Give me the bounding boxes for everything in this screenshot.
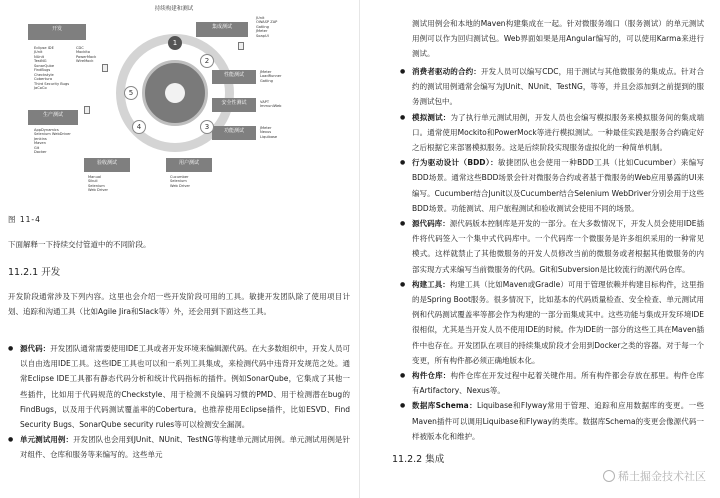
bullet-term: 构件仓库： (412, 371, 451, 381)
tools-integrate (256, 16, 277, 38)
tool-label: Checkstyle (34, 72, 54, 77)
bullet-text: 源代码版本控制库是开发的一部分。在大多数情况下，开发人员会使用IDE插件将代码签入一个集中式代码库中。一个代码库一个微服务是许多组织采用的一种常见模式。这样就禁止了其他微服务的开发人员修改当前的微服务或者根据其他微服务的内部实现方式来编写当前微服务的代码。Git和Subversion是比较流行的源代码仓库。 (412, 219, 705, 274)
stage-prod: 生产测试 (28, 110, 78, 125)
tool-label: LoadRunner (260, 74, 282, 79)
tool-label: CDC (76, 46, 84, 50)
tool-label: AppDynamics (34, 128, 59, 132)
tool-label: Selenium (88, 183, 105, 188)
bullet-item (400, 155, 704, 216)
bullet-text: 开发人员可以编写CDC，用于测试与其他微服务的集成点。针对合约的测试用例通常会编写为JUnit、NUnit、TestNG，等等，并且会添加到之前提到的服务测试包中。 (412, 67, 704, 107)
right-bullet-list (400, 64, 704, 444)
bullet-term: 消费者驱动的合约： (412, 67, 481, 76)
tools-ui (170, 175, 190, 188)
tool-label: Cobertura (34, 77, 53, 82)
bullet-item (400, 216, 704, 277)
bullet-text: 开发团队也会用到JUnit、NUnit、TestNG等构建单元测试用例。单元测试用例是针对组件、仓库和服务等来编写的。这些单元 (20, 435, 351, 460)
tool-label: Sikuli (88, 179, 98, 184)
tool-label: OWASP ZAP (256, 20, 278, 25)
left-bullet-list (8, 341, 350, 463)
tool-label: ImmuniWeb (260, 104, 282, 109)
bullet-text: 为了执行单元测试用例，开发人员也会编写模拟服务来模拟服务间的集成端口。通常使用Mockito和PowerMock等进行模拟测试。一种最佳实践是服务合约确定好之后根据它来部署模拟服务。这是后续阶段实现服务虚拟化的一种简单机制。 (412, 112, 705, 153)
tool-label: Gatling (256, 24, 269, 29)
step-number-5: 5 (124, 86, 138, 100)
bullet-item (8, 432, 350, 462)
bullet-item (400, 64, 704, 110)
stage-acceptance: 验收测试 (84, 158, 130, 172)
tools-security (260, 100, 281, 109)
tool-label: Liquibase (260, 134, 278, 139)
bullet-term: 数据库Schema： (412, 401, 477, 411)
bullet-text: 敏捷团队也会使用一种BDD工具（比如Cucumber）来编写BDD场景。通常这些BDD场景会针对微服务合约或者基于微服务的Web应用暴露的UI来编写。Cucumber结合Junit以及Cucumber结合Selenium WebDriver分别会用于这些BDD场景。功能测试、用户旅程测试和验收测试会使用不同的场景。 (412, 158, 705, 213)
tool-label: Cucumber (170, 175, 189, 179)
bullet-term: 模拟测试： (412, 112, 451, 122)
stage-functional: 功能测试 (212, 126, 256, 140)
right-page (360, 0, 720, 498)
tool-label: SonarQube (34, 63, 55, 68)
tool-label: Jenkins (34, 136, 47, 141)
tool-label: Third Security Bugs (34, 81, 70, 86)
bullet-item (400, 368, 704, 398)
tool-label: Git (34, 145, 40, 150)
bullet-text: 开发团队通常需要使用IDE工具或者开发环境来编辑源代码。在大多数组织中，开发人员可以自由选用IDE工具。这些IDE工具也可以和一系列工具集成，来检测代码中违背开发规范之处。通常Eclipse IDE工具都有静态代码分析和统计代码指标的插件。例如SonarQube，它集成了其他一些插件，比如用于代码规范的Checkstyle、用于检测不良编码习惯的PMD、用于检测潜在bug的FindBugs，以及用于代码测试覆盖率的Cobertura。也推荐使用Eclipse插件，比如ESVD、Find Security Bugs、SonarQube security rules等可以检测安全漏洞。 (20, 344, 350, 430)
intro-text: 下面解释一下持续交付管道中的不同阶段。 (8, 240, 151, 249)
watermark-text: 稀土掘金技术社区 (618, 470, 706, 483)
tools-prod (34, 128, 71, 155)
tool-label: Selenium (170, 179, 187, 184)
tools-acceptance (88, 175, 108, 193)
tool-label: JUnit (256, 16, 265, 20)
section-heading-dev: 11.2.1 开发 (8, 267, 61, 278)
tool-label: Manual (88, 175, 102, 179)
tool-label: Eclipse IDE (34, 46, 54, 50)
tool-label: VAPT (260, 100, 270, 104)
dev-paragraph: 开发阶段通常涉及下列内容。这里也会介绍一些开发阶段可用的工具。敏捷开发团队除了使用项目计划、追踪和沟通工具（比如Agile Jira和Slack等）外，还会用到下面这些工具。 (8, 292, 350, 317)
tools-dev-right (76, 46, 96, 64)
bullet-text: 构建工具（比如Maven或Gradle）可用于管理依赖并构建目标构件，这里指的是Spring Boot服务。很多情况下，比如基本的代码质量检查、安全检查、单元测试用例和代码测试覆盖率等都会作为构建的一部分而集成其中。这些功能与集成开发环境IDE很相似，尤其是当开发人员不使用IDE的时候。作为IDE的一部分的这些工具在Maven插件中也存在。开发团队在项目的持续集成阶段才会用到Docker之类的容器。对于每一个变更，所有构件都必须正确地版本化。 (412, 279, 705, 365)
continued-paragraph: 测试用例会和本地的Maven构建集成在一起。针对微服务端口（服务测试）的单元测试用例可以作为回归测试包。Web界面如果是用Angular编写的，可以使用Karma来进行测试。 (412, 19, 704, 59)
diagram-title: 持续构建和测试 (154, 6, 194, 12)
stage-ui: 用户测试 (166, 158, 212, 172)
step-number-1: 1 (168, 36, 182, 50)
diagram-center-dot (165, 83, 185, 103)
stage-integrate: 集成测试 (196, 22, 248, 37)
document-icon (84, 106, 90, 114)
tool-label: JMeter (260, 126, 272, 130)
tool-label: JaCoCo (34, 86, 47, 91)
tool-label: Gatling (260, 78, 273, 83)
step-number-2: 2 (200, 54, 214, 68)
document-icon (238, 42, 244, 50)
tool-label: Web Driver (88, 188, 109, 193)
stage-dev: 开发 (28, 24, 86, 40)
tool-label: PowerMock (76, 54, 97, 59)
tool-label: Maven (34, 141, 46, 146)
bullet-term: 源代码： (20, 344, 51, 353)
bullet-item (8, 341, 350, 432)
continuous-delivery-diagram (24, 2, 324, 202)
bullet-text: 构件仓库在开发过程中起着关键作用。所有构件都会存放在那里。构件仓库有Artifactory、Nexus等。 (412, 371, 705, 396)
tools-dev-left (34, 46, 69, 91)
bullet-term: 单元测试用例： (20, 435, 74, 445)
section-heading-integrate: 11.2.2 集成 (392, 454, 445, 465)
tool-label: JUnit (34, 50, 43, 55)
figure-caption: 图 11-4 (8, 215, 41, 224)
tool-label: Nexus (260, 130, 272, 135)
tool-label: FindBugs (34, 68, 51, 73)
step-number-4: 4 (132, 120, 146, 134)
tool-label: SoapUI (256, 33, 269, 38)
tool-label: Selenium WebDriver (34, 132, 71, 137)
bullet-item (400, 110, 704, 156)
bullet-item (400, 398, 704, 444)
juejin-logo-icon (603, 470, 615, 482)
watermark (603, 468, 706, 484)
bullet-term: 源代码库： (412, 219, 450, 229)
bullet-term: 行为驱动设计（BDD）： (412, 158, 499, 168)
document-icon (102, 64, 108, 72)
tool-label: JMeter (256, 29, 268, 34)
tool-label: Docker (34, 150, 47, 155)
tool-label: NUnit (34, 54, 45, 59)
tool-label: TestNG (34, 59, 47, 64)
stage-security: 安全性测试 (212, 98, 256, 112)
bullet-term: 构建工具： (412, 279, 450, 289)
tool-label: Web Driver (170, 183, 191, 188)
bullet-text: Liquibase和Flyway常用于管理、追踪和应用数据库的变更。一些Maven插件可以调用Liquibase和Flyway的类库。数据库Schema的变更会像源代码一样被版本化和维护。 (412, 401, 704, 441)
tools-functional (260, 126, 277, 139)
bullet-item (400, 277, 704, 368)
step-number-3: 3 (200, 120, 214, 134)
tools-perf (260, 70, 281, 83)
tool-label: WireMock (76, 59, 94, 64)
tool-label: Mockito (76, 50, 90, 55)
stage-perf: 性能测试 (212, 70, 256, 84)
tool-label: JMeter (260, 70, 272, 74)
